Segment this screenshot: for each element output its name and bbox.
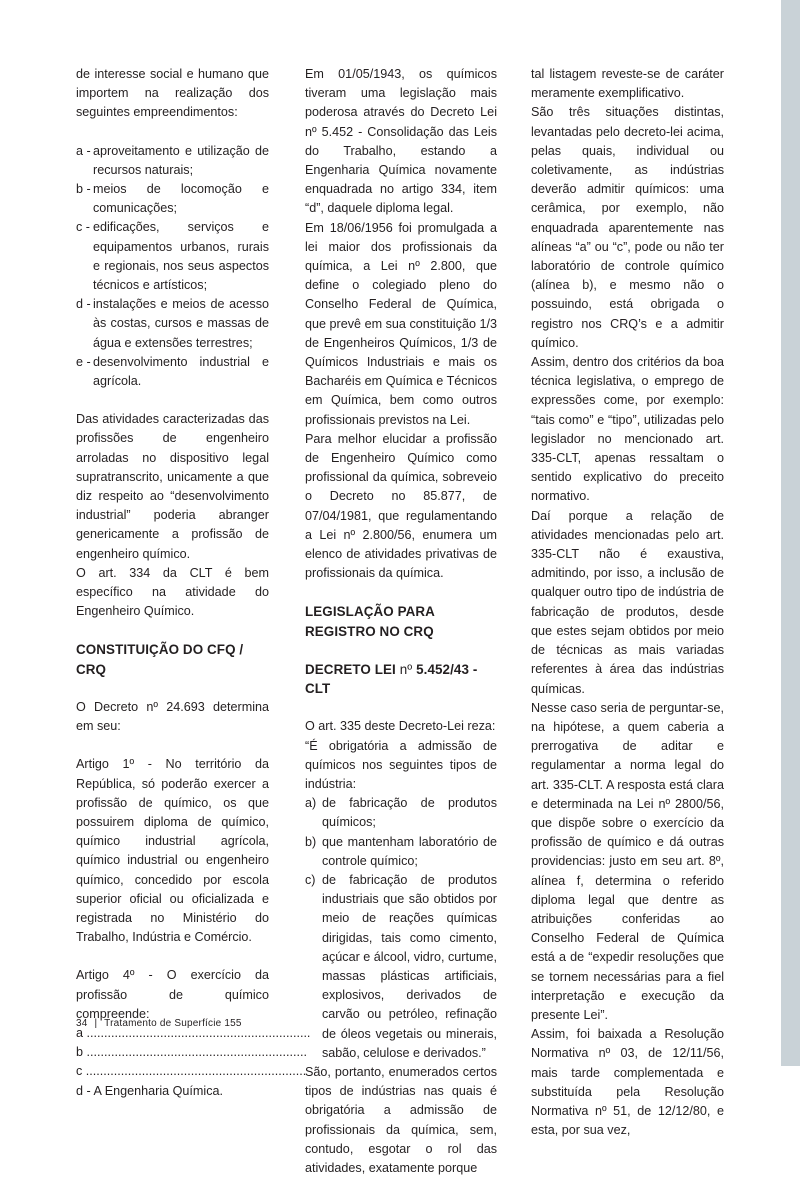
col2-paragraph-1: Em 01/05/1943, os químicos tiveram uma legislação mais poderosa através do Decreto Lei nº 5.452 - Consolidação das Leis do Trabalho, estando a Engenharia Química novamente enquadrada no artigo 334, item “d”, daquele diploma legal. <box>305 67 497 216</box>
col3-paragraph-3: Assim, dentro dos critérios da boa técnica legislativa, o emprego de expressões come, por exemplo: “tais como” e “tipo”, utilizadas pelo legislador no mencionado art. 335-CLT, apenas ressaltam o sentido explicativo do preceito normativo. <box>531 355 724 504</box>
col1-list-item-marker: b - <box>76 182 91 197</box>
col1-list-item <box>76 353 269 391</box>
col2-list-item-text: que mantenham laboratório de controle químico; <box>322 834 497 868</box>
col2-list-item-marker: c) <box>305 872 316 887</box>
column-2 <box>305 65 497 1178</box>
col2-list-item-text: de fabricação de produtos industriais que são obtidos por meio de reações químicas dirigidas, tais como cimento, açúcar e álcool, vidro, curtume, massas plásticas artificiais, explosivos, derivados de carvão ou petróleo, refinação de óleos vegetais ou minerais, sabão, celulose e derivados.” <box>322 872 497 1060</box>
col2-paragraph-3: Para melhor elucidar a profissão de Engenheiro Químico como profissional da química, sobreveio o Decreto no 85.877, de 07/04/1981, que regulamentando a Lei nº 2.800/56, enumera um elenco de atividades privativas de profissionais da química. <box>305 431 497 581</box>
page-edge-band <box>781 0 800 1066</box>
col1-list-item-marker: e - <box>76 354 91 369</box>
col1-list-item-marker: d - <box>76 297 91 312</box>
heading-decreto-number: 5.452/43 - CLT <box>305 661 478 697</box>
column-1 <box>76 65 311 1101</box>
heading-decreto-text: DECRETO LEI <box>305 661 400 677</box>
col1-list-item-marker: a - <box>76 143 91 158</box>
col2-list-item <box>305 794 497 832</box>
col2-list <box>305 794 497 1063</box>
column-3 <box>531 65 724 1140</box>
col1-paragraph-6: d - A Engenharia Química. <box>76 1083 224 1098</box>
footer-separator: | <box>94 1018 98 1029</box>
col1-paragraph-5: Artigo 4º - O exercício da profissão de químico compreende: <box>76 968 269 1021</box>
col1-list-item <box>76 142 269 180</box>
col2-list-item <box>305 833 497 871</box>
col1-list-item-text: meios de locomoção e comunicações; <box>93 182 269 216</box>
section-heading-legislacao: LEGISLAÇÃO PARA REGISTRO NO CRQ <box>305 604 435 639</box>
col2-list-item <box>305 871 497 1063</box>
col2-list-item-marker: a) <box>305 796 317 811</box>
col1-list <box>76 142 269 392</box>
col1-list-item-text: instalações e meios de acesso às costas, cursos e massas de água e extensões terrestres; <box>93 297 269 350</box>
publication-name: Tratamento de Superfície 155 <box>104 1018 242 1029</box>
col1-intro: de interesse social e humano que importem na realização dos seguintes empreendimentos: <box>76 67 269 120</box>
col1-paragraph-3: O Decreto nº 24.693 determina em seu: <box>76 699 269 734</box>
col1-list-item <box>76 218 269 295</box>
col3-paragraph-1: tal listagem reveste-se de caráter meramente exemplificativo. <box>531 67 724 101</box>
page-number: 34 <box>76 1018 88 1029</box>
section-heading-decreto-lei <box>305 660 497 698</box>
col2-paragraph-6: São, portanto, enumerados certos tipos de indústrias nas quais é obrigatória a admissão de profissionais da química, sem, contudo, esgotar o rol das atividades, exatamente porque <box>305 1064 497 1175</box>
heading-decreto-numero-symbol: nº <box>399 661 413 677</box>
col3-paragraph-2: São três situações distintas, levantadas pelo decreto-lei acima, pelas quais, individual ou coletivamente, as indústrias deverão admitir químicos: uma cerâmica, por exemplo, não enquadrada aparentemente nas alíneas “a” ou “c”, pode ou não ter laboratório de controle químico (alínea b), e mesmo não o possuindo, está obrigada o registro nos CRQ’s e a admitir químico. <box>531 105 724 350</box>
section-heading-cfq-crq: CONSTITUIÇÃO DO CFQ / CRQ <box>76 642 244 677</box>
col2-paragraph-4: O art. 335 deste Decreto-Lei reza: <box>305 719 496 734</box>
col1-dots-a: a ................................................................ <box>76 1025 311 1040</box>
col1-paragraph-1: Das atividades caracterizadas das profissões de engenheiro arroladas no dispositivo legal supratranscrito, unicamente a que diz respeito ao “desenvolvimento industrial” poderia abranger genericamente a profissão de engenheiro químico. <box>76 412 269 561</box>
col1-list-item <box>76 180 269 218</box>
col2-list-item-marker: b) <box>305 834 317 849</box>
col1-paragraph-2: O art. 334 da CLT é bem específico na atividade do Engenheiro Químico. <box>76 565 269 619</box>
col1-paragraph-4: Artigo 1º - No território da República, só poderão exercer a profissão de químico, os que possuirem diploma de químico, químico industrial agrícola, químico industrial ou engenheiro químico, concedido por escola superior oficial ou oficializada e registrada no Ministério do Trabalho, Indústria e Comércio. <box>76 757 269 945</box>
col2-paragraph-2: Em 18/06/1956 foi promulgada a lei maior dos profissionais da química, a Lei nº 2.800, que define o colegiado pleno do Conselho Federal de Química, que prevê em sua constituição 1/3 de Engenheiros Químicos, 1/3 de Químicos Industriais e mais os Bacharéis em Química e Técnicos em Química, bem como outros profissionais previstos na Lei. <box>305 220 497 427</box>
col1-list-item-text: aproveitamento e utilização de recursos naturais; <box>93 143 269 177</box>
col3-paragraph-5: Nesse caso seria de perguntar-se, na hipótese, a quem caberia a prerrogativa de aditar e regulamentar a norma legal do art. 335-CLT. A resposta está clara e determinada na Lei nº 2800/56, que dispõe sobre o exercício da profissão de químico e dá outras providencias: justo em seu art. 8º, alínea f, determina o referido diploma legal que dentre as atribuições conferidas ao Conselho Federal de Química está a de “expedir resoluções que se tornem necessárias para a fiel interpretação e execução da presente Lei”. <box>531 700 724 1022</box>
col3-paragraph-4: Daí porque a relação de atividades mencionadas pelo art. 335-CLT não é exaustiva, admitindo, por isso, a inclusão de qualquer outro tipo de indústria de fabricação de produtos, desde que estes sejam obtidos por meio de técnicas as mais variadas referentes à área das indústrias químicas. <box>531 508 724 696</box>
col1-list-item-text: desenvolvimento industrial e agrícola. <box>93 354 269 389</box>
col2-paragraph-5: “É obrigatória a admissão de químicos nos seguintes tipos de indústria: <box>305 738 497 791</box>
col1-list-item-marker: c - <box>76 220 90 235</box>
col1-list-item-text: edificações, serviços e equipamentos urbanos, rurais e regionais, nos seus aspectos técnicos e artísticos; <box>93 220 269 293</box>
col1-list-item <box>76 295 269 353</box>
col2-list-item-text: de fabricação de produtos químicos; <box>322 796 497 830</box>
col1-dots-b: b ............................................................... <box>76 1045 307 1060</box>
page-footer <box>76 1018 242 1029</box>
col1-dots-c: c ............................................................... <box>76 1064 307 1079</box>
col3-paragraph-6: Assim, foi baixada a Resolução Normativa nº 03, de 12/11/56, mais tarde complementada e substituída pela Resolução Normativa nº 51, de 12/12/80, e esta, por sua vez, <box>531 1027 724 1138</box>
